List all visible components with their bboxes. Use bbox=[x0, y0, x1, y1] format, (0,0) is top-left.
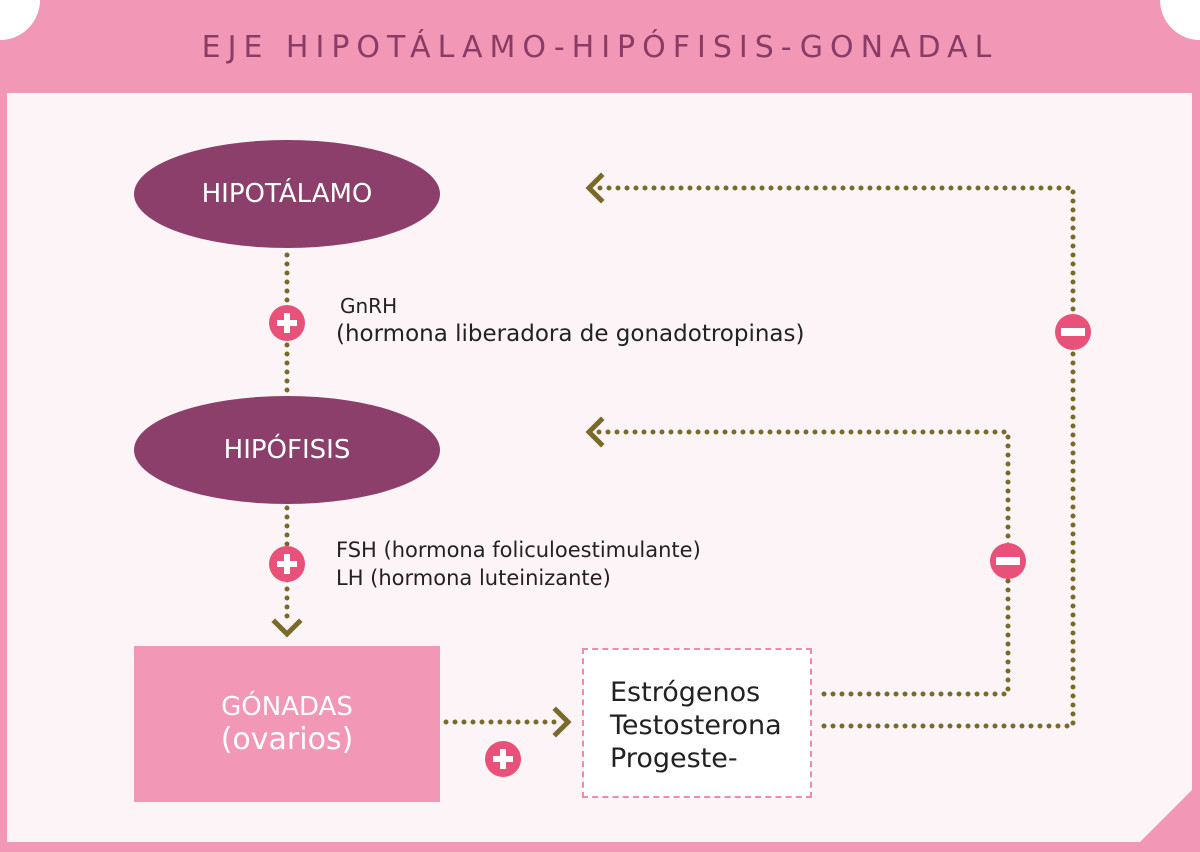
node-hormonas bbox=[582, 648, 812, 798]
minus-sign-hipofisis bbox=[990, 543, 1026, 579]
label-fsh: FSH (hormona foliculoestimulante) bbox=[336, 538, 701, 562]
plus-sign-gnrh bbox=[269, 305, 305, 341]
hormone-estrogenos: Estrógenos bbox=[610, 677, 761, 708]
plus-sign-gonadas bbox=[485, 741, 521, 777]
node-gonadas bbox=[134, 646, 440, 802]
minus-sign-hipotalamo bbox=[1055, 314, 1091, 350]
plus-sign-fsh-lh bbox=[269, 546, 305, 582]
arrowhead-gonadas bbox=[275, 622, 299, 634]
gonadas-sublabel: (ovarios) bbox=[220, 721, 354, 757]
label-gnrh-description: (hormona liberadora de gonadotropinas) bbox=[336, 321, 805, 347]
node-hipofisis: HIPÓFISIS bbox=[134, 396, 440, 504]
hormone-progesterona: Progeste- bbox=[610, 743, 738, 774]
gonadas-label: GÓNADAS bbox=[221, 691, 353, 722]
label-gnrh: GnRH bbox=[340, 294, 398, 318]
node-hipotalamo: HIPOTÁLAMO bbox=[134, 140, 440, 248]
diagram-title: EJE HIPOTÁLAMO-HIPÓFISIS-GONADAL bbox=[201, 30, 999, 65]
hormone-testosterona: Testosterona bbox=[610, 710, 782, 741]
label-lh: LH (hormona luteinizante) bbox=[336, 566, 611, 590]
arrowhead-hormonas bbox=[556, 710, 568, 734]
feedback-hipotalamo-path bbox=[598, 188, 1073, 726]
